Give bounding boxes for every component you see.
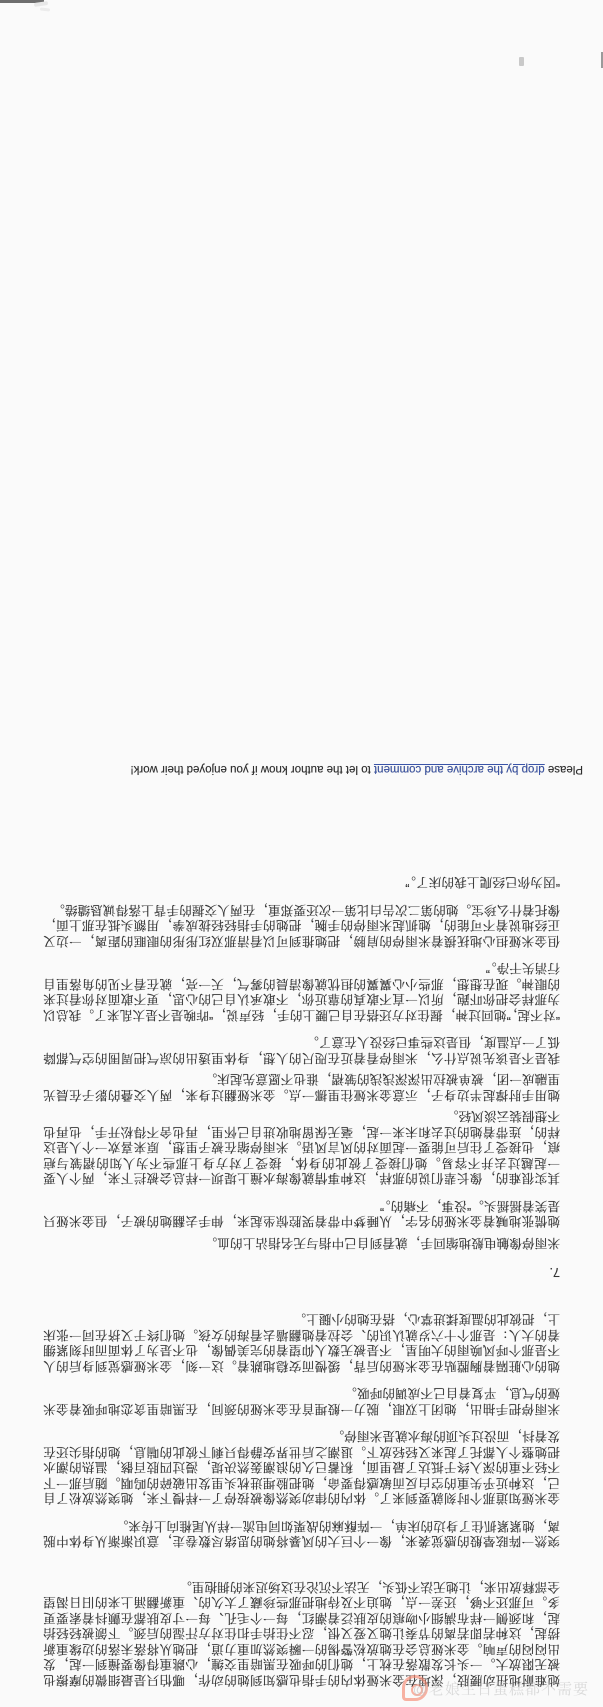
story-paragraph: 她难耐地扭动腰肢，深埋在金米娅体内的手指也感知到她的动作，哪怕只是最细微的摩擦也被无限放大。一头长发散落在枕上，她们的呼吸在黑暗里交缠，心跳重得像要撞到一起，发出闷闷的声响。金米娅总会在她放松警惕的一瞬突然加重力道，把她从将落未落的边缘重新捞起，这种若即若离的节奏让她又爱又恨，忍不住抬手扣住对方汗湿的后颈。下颌被轻轻抬起，和颈侧一样布满细小吻痕的皮肤泛着潮红，每一个毛孔、每一寸皮肤都在颤抖着索要更多。可那还不够，还差一点，她迫不及待地把那些珍藏了太久的、重新翻涌上来的旧日渴望全部释放出来，让她无法不低头，无法不沉沦在这场迟来的拥抱里。 bbox=[43, 1580, 560, 1687]
story-paragraph: 但金米娅担心地抚摸着米雨停的肩膀，把她推到可以看清那双红彤彤的眼眶的距离，一边又正经地说着不可能的，她抓起米雨停的手腕，把她的手指轻轻拢成拳，用额头抵在那上面，像托着什么珍宝。她的第二次告白比第一次还要郑重，在两人交握的手背上落得诚恳缱绻。 bbox=[43, 903, 560, 948]
archive-footer-note bbox=[20, 761, 583, 776]
footer-text-pre: Please bbox=[544, 763, 583, 775]
archive-comment-link[interactable]: drop by the archive and comment bbox=[373, 763, 545, 775]
chapter-number: 7. bbox=[549, 1265, 560, 1279]
story-paragraph: 她慌张地喊着金米娅的名字，从睡梦中带着哭腔惊坐起来，伸手去翻她的被子，但金米娅只是笑着摇摇头。“没事，不痛的。” bbox=[43, 1199, 560, 1229]
closing-quote-line: “因为你已经爬上我的床了。” bbox=[405, 875, 560, 890]
story-paragraph: 米雨停像触电般地缩回手，就看到自己中指与无名指沾上的血。 bbox=[204, 1236, 560, 1250]
story-paragraph: 米雨停把手抽出，她闭上双眼，脱力一般埋首在金米娅的颈间，在黑暗里贪恋地呼吸着金米娅的气息，平复着自己不成调的呼吸。 bbox=[43, 1386, 560, 1416]
weibo-watermark-handle: @老娘生日蛋糕都不需要 bbox=[412, 1681, 589, 1698]
story-paragraph: 她用手肘撑起半边身子，示意金米娅往里挪一点。金米娅翻过身来，两人交叠的影子在晨光里融成一团，被单被拉出深深浅浅的皱褶，谁也不愿意先起床。 bbox=[43, 1072, 560, 1102]
footer-text-post: to let the author know if you enjoyed their work! bbox=[130, 763, 374, 775]
story-paragraph: 突然一阵眩晕般的感觉袭来，像一个巨大的风暴将她的思绪尽数卷走，意识渐渐从身体中脱离，她紧紧抓住了身边的床单，一阵酥麻的战栗如同电流一样从尾椎向上传来。 bbox=[43, 1519, 560, 1549]
story-paragraph: “对不起，”她回过神，握住对方还搭在自己腰上的手，轻声说，“昨晚是不是太乱来了。我总以为那样会把你吓跑，所以一直不敢真的靠近你，不敢承认自己的心思，更不敢面对你看过来的眼神。现在想想，那些小心翼翼的担忧就像清晨的雾气，天一亮，就在看不见的角落里自行消失干净。” bbox=[43, 961, 560, 1022]
story-paragraph: 我是不是该先说点什么，米雨停看着近在咫尺的人想，身体里透出的凉气把周围的空气都降低了一点温度，但是这些事已经没人在意了。 bbox=[43, 1035, 560, 1065]
story-paragraph: 她的心脏隔着胸膛贴在金米娅的后背，缓慢而安稳地跳着。这一刻，金米娅感觉到身后的人不是那个呼风唤雨的大明星，不是被无数人仰望着的完美偶像，也不是为了体面而时刻紧绷着的大人：是那个十六岁就认识的、会拉着她翻墙去看海的女孩。她们终于又挤在同一张床上，把彼此的温度揉进掌心，搭在她的小腿上。 bbox=[43, 1312, 560, 1373]
edge-artifact bbox=[519, 57, 524, 66]
story-paragraph: 金米娅知道那个时刻就要到来了。体内的律动突然像被按停了一样慢下来，她突然放松了自己，这种近乎失重的空白反而敏感得要命，她把脸埋进枕头里发出破碎的呜咽。随后那一下不轻不重的深入终于抵达了最里面，积蓄已久的浪潮轰然决堤，漫过四肢百骸，温热的潮水把她整个人都托了起来又轻轻放下。退潮之后世界安静得只剩下彼此的喘息，她的指尖还在发着抖，而没过头顶的海水就是米雨停。 bbox=[43, 1429, 560, 1506]
story-paragraph: 其实很难的，像长辈们说的那样，这种事情就像海水撞上堤坝一样总会被拦下来，两个人要一起越过去并不容易。她们接受了彼此的身体，接受了对方身上那些不为人知的褶皱与疤痕，也接受了往后可能要一起面对的风言风语。米雨停缩在被子里想，原来喜欢一个人是这样的，连带着她的过去和未来一起，毫无保留地收进自己怀里，再也舍不得松开手，也再也不想假装云淡风轻。 bbox=[43, 1109, 560, 1186]
